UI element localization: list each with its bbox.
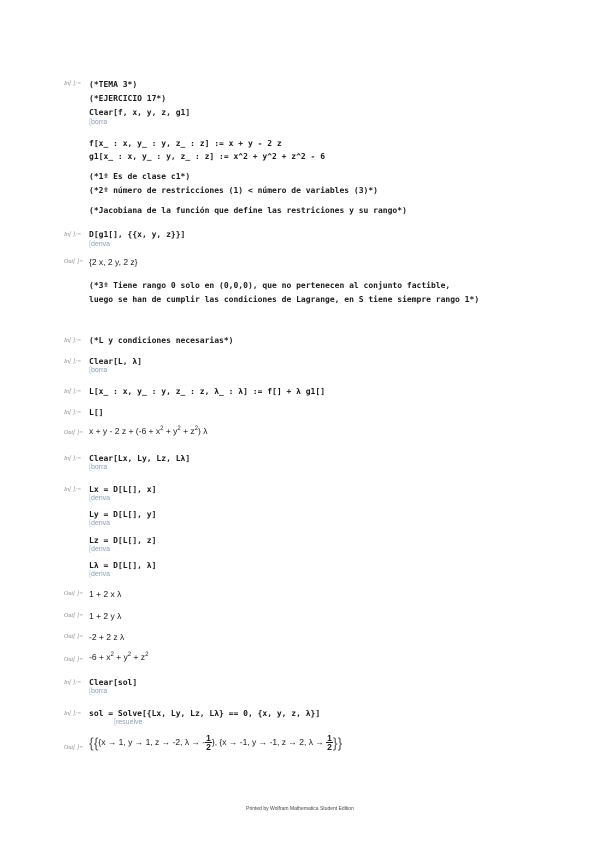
input-label: In[ ]:=	[64, 389, 82, 395]
fraction: $\frac{1}{2}$	[206, 733, 211, 752]
output-line: 1 + 2 x λ	[89, 589, 122, 599]
comment-line[interactable]: (*2º número de restricciones (1) < número de variables (3)*)	[89, 186, 378, 195]
output-line: {{{x → 1, y → 1, z → -2, λ → - $\frac{1}{2}$ }, {x → -1, y → -1, z → 2, λ → $\frac{1}{2}$ }}	[89, 733, 343, 752]
function-hint: [deriva	[89, 571, 111, 578]
code-line[interactable]: Lz = D[L[], z]	[89, 536, 157, 545]
fraction: $\frac{1}{2}$	[327, 733, 332, 752]
input-label: In[ ]:=	[64, 711, 82, 717]
output-line: $-6 + x^2 + y^2 + z^2$	[89, 652, 149, 662]
function-hint: [borra	[89, 367, 108, 374]
output-label: Out[ ]=	[64, 634, 84, 640]
output-label: Out[ ]=	[64, 657, 84, 663]
input-label: In[ ]:=	[64, 680, 82, 686]
function-hint: [borra	[89, 688, 108, 695]
comment-line[interactable]: luego se han de cumplir las condiciones de Lagrange, en S tiene siempre rango 1*)	[89, 295, 480, 304]
output-label: Out[ ]=	[64, 591, 84, 597]
comment-line[interactable]: (*1º Es de clase c1*)	[89, 172, 191, 181]
output-label: Out[ ]=	[64, 613, 84, 619]
output-label: Out[ ]=	[64, 430, 84, 436]
input-label: In[ ]:=	[64, 487, 82, 493]
code-line[interactable]: Ly = D[L[], y]	[89, 510, 157, 519]
code-line[interactable]: L[x_ : x, y_ : y, z_ : z, λ_ : λ] := f[] + λ g1[]	[89, 387, 326, 396]
function-hint: [deriva	[89, 546, 111, 553]
code-line[interactable]: Clear[sol]	[89, 678, 138, 687]
code-line[interactable]: sol = Solve[{Lx, Ly, Lz, Lλ} == 0, {x, y, z, λ}]	[89, 709, 321, 718]
comment-line[interactable]: (*EJERCICIO 17*)	[89, 94, 167, 103]
code-line[interactable]: Clear[L, λ]	[89, 357, 142, 366]
output-line: {2 x, 2 y, 2 z}	[89, 257, 138, 267]
function-hint: [resuelve	[114, 719, 143, 726]
input-label: In[ ]:=	[64, 232, 82, 238]
code-line[interactable]: g1[x_ : x, y_ : y, z_ : z] := x^2 + y^2 + z^2 - 6	[89, 152, 326, 161]
input-label: In[ ]:=	[64, 81, 82, 87]
output-line: x + y - 2 $z + (-6 + x^2 + y^2 + z^2)$ λ	[89, 426, 208, 436]
function-hint: [borra	[89, 119, 108, 126]
code-line[interactable]: Clear[Lx, Ly, Lz, Lλ]	[89, 454, 191, 463]
input-label: In[ ]:=	[64, 410, 82, 416]
function-hint: [deriva	[89, 495, 111, 502]
function-hint: [borra	[89, 464, 108, 471]
input-label: In[ ]:=	[64, 338, 82, 344]
comment-line[interactable]: (*TEMA 3*)	[89, 80, 138, 89]
comment-line[interactable]: (*3º Tiene rango 0 solo en (0,0,0), que no pertenecen al conjunto factible,	[89, 281, 451, 290]
code-line[interactable]: f[x_ : x, y_ : y, z_ : z] := x + y - 2 z	[89, 139, 282, 148]
output-label: Out[ ]=	[64, 259, 84, 265]
output-line: -2 + 2 z λ	[89, 632, 125, 642]
function-hint: [deriva	[89, 241, 111, 248]
comment-line[interactable]: (*Jacobiana de la función que define las restriciones y su rango*)	[89, 206, 407, 215]
output-line: 1 + 2 y λ	[89, 611, 122, 621]
input-label: In[ ]:=	[64, 359, 82, 365]
code-line[interactable]: Lx = D[L[], x]	[89, 485, 157, 494]
code-line[interactable]: D[g1[], {{x, y, z}}]	[89, 230, 186, 239]
code-line[interactable]: Clear[f, x, y, z, g1]	[89, 108, 191, 117]
input-label: In[ ]:=	[64, 456, 82, 462]
code-line[interactable]: Lλ = D[L[], λ]	[89, 561, 157, 570]
output-label: Out[ ]=	[64, 745, 84, 751]
function-hint: [deriva	[89, 520, 111, 527]
comment-line[interactable]: (*L y condiciones necesarias*)	[89, 336, 234, 345]
footer-note: Printed by Wolfram Mathematica Student Edition	[246, 806, 354, 812]
code-line[interactable]: L[]	[89, 408, 104, 417]
